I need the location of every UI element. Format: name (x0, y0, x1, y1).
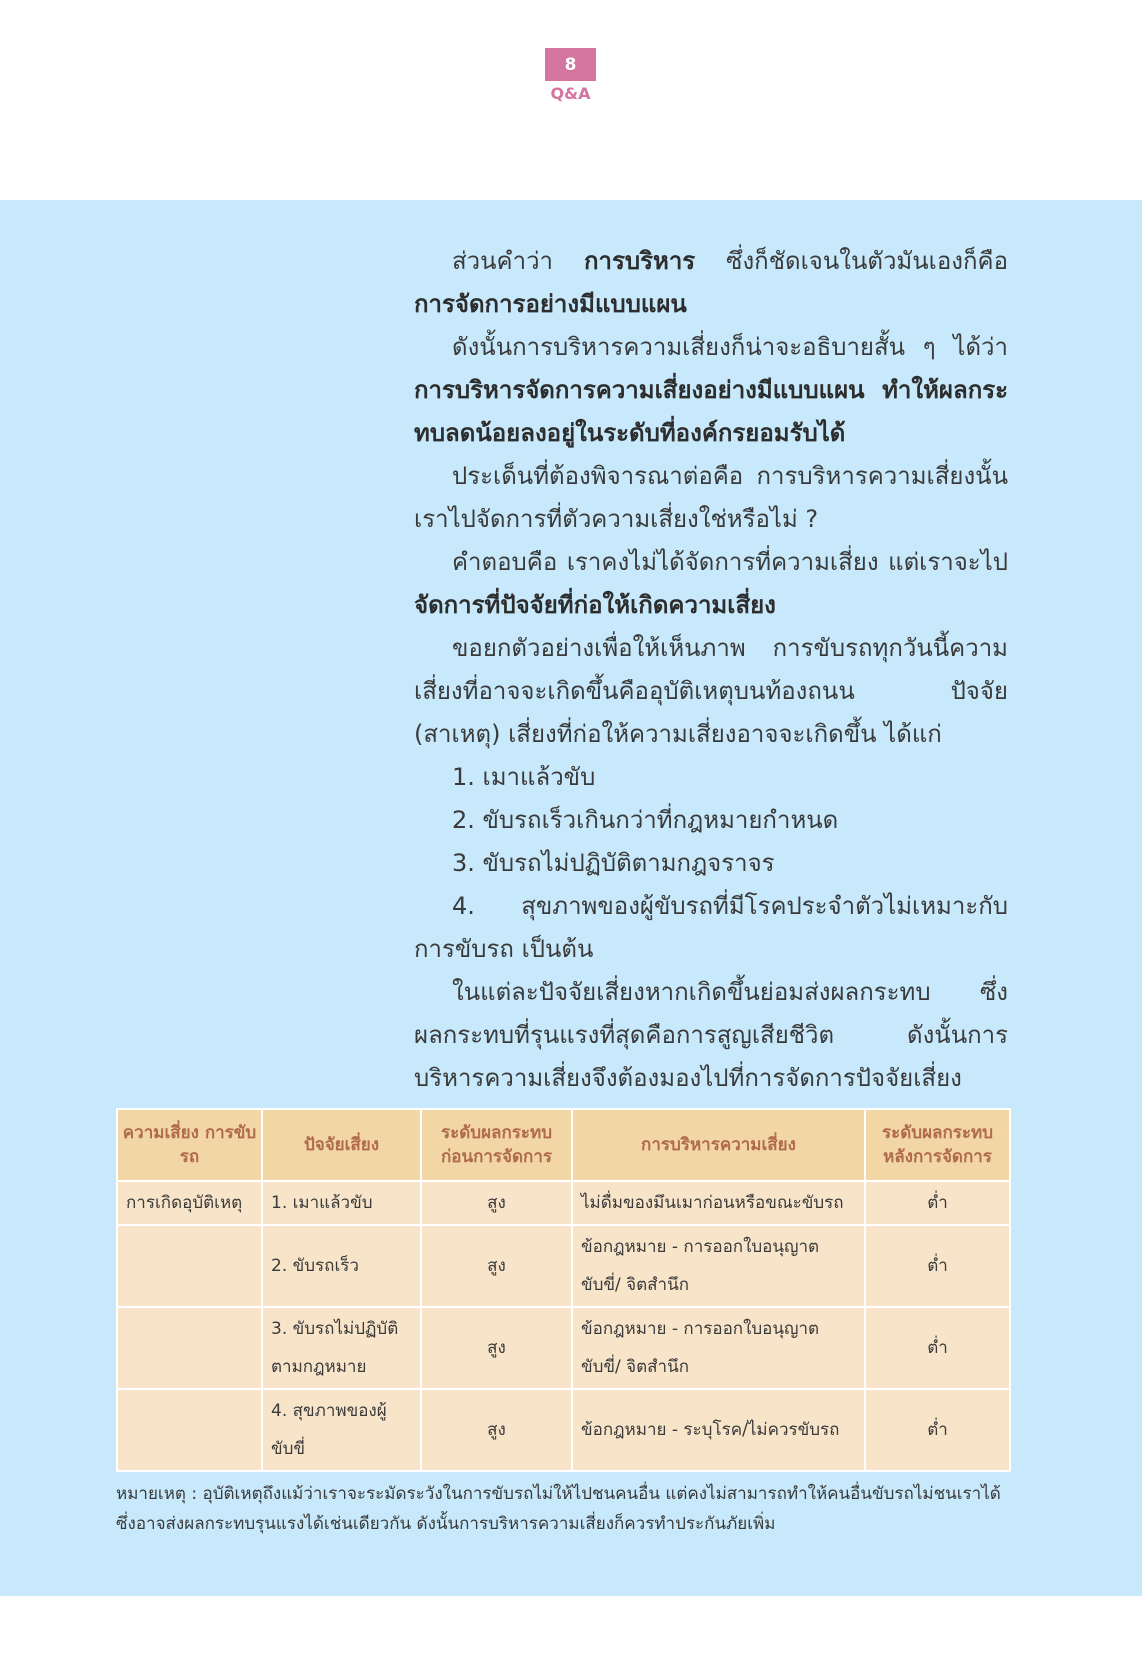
paragraph-3: ประเด็นที่ต้องพิจารณาต่อคือ การบริหารความเสี่ยงนั้นเราไปจัดการที่ตัวความเสี่ยงใช่หรือไม่ ? (414, 462, 1008, 533)
p1-bold-a: การบริหาร (583, 247, 696, 275)
cell-risk (117, 1307, 262, 1389)
cell-after: ต่ำ (865, 1389, 1010, 1471)
cell-management: ไม่ดื่มของมึนเมาก่อนหรือขณะขับรถ (572, 1181, 865, 1225)
table-row (117, 1389, 1010, 1471)
cell-factor: 1. เมาแล้วขับ (262, 1181, 421, 1225)
list-item-3: 3. ขับรถไม่ปฏิบัติตามกฎจราจร (452, 849, 775, 877)
header-impact-before: ระดับผลกระทบ ก่อนการจัดการ (421, 1109, 572, 1181)
footnote: หมายเหตุ : อุบัติเหตุถึงแม้ว่าเราจะระมัดระวังในการขับรถไม่ให้ไปชนคนอื่น แต่คงไม่สามารถทำให้คนอื่นขับรถไม่ชนเราได้ ซึ่งอาจส่งผลกระทบรุนแรงได้เช่นเดียวกัน ดังนั้นการบริหารความเสี่ยงก็ควรทำประกันภัยเพิ่ม (116, 1484, 1001, 1534)
table-header-row (117, 1109, 1010, 1181)
body-text (414, 240, 1008, 1100)
cell-management: ข้อกฎหมาย - การออกใบอนุญาตขับขี่/ จิตสำนึก (572, 1225, 865, 1307)
paragraph-4 (414, 541, 1008, 627)
header-impact-after: ระดับผลกระทบ หลังการจัดการ (865, 1109, 1010, 1181)
header-factor: ปัจจัยเสี่ยง (262, 1109, 421, 1181)
paragraph-5: ขอยกตัวอย่างเพื่อให้เห็นภาพ การขับรถทุกวันนี้ความเสี่ยงที่อาจจะเกิดขึ้นคืออุบัติเหตุบนท้องถนน ปัจจัย (สาเหตุ) เสี่ยงที่ก่อให้ความเสี่ยงอาจจะเกิดขึ้น ได้แก่ (414, 634, 1008, 748)
header-risk: ความเสี่ยง การขับรถ (117, 1109, 262, 1181)
page-number-badge: 8 (545, 48, 596, 81)
p4-bold-b: จัดการที่ปัจจัยที่ก่อให้เกิดความเสี่ยง (414, 591, 776, 619)
p4-text-a: คำตอบคือ เราคงไม่ได้จัดการที่ความเสี่ยง แต่เราจะไป (452, 548, 1008, 576)
table-row (117, 1181, 1010, 1225)
p1-text-c: ซึ่งก็ชัดเจนในตัวมันเองก็คือ (695, 247, 1008, 275)
paragraph-2 (414, 326, 1008, 455)
p2-text-a: ดังนั้นการบริหารความเสี่ยงก็น่าจะอธิบายสั้น ๆ ได้ว่า (452, 333, 1008, 361)
cell-before: สูง (421, 1389, 572, 1471)
cell-after: ต่ำ (865, 1307, 1010, 1389)
cell-management: ข้อกฎหมาย - ระบุโรค/ไม่ควรขับรถ (572, 1389, 865, 1471)
p1-text-a: ส่วนคำว่า (452, 247, 584, 275)
cell-risk (117, 1389, 262, 1471)
p1-bold-d: การจัดการอย่างมีแบบแผน (414, 290, 687, 318)
p2-bold-b: การบริหารจัดการความเสี่ยงอย่างมีแบบแผน ทำให้ผลกระทบลดน้อยลงอยู่ในระดับที่องค์กรยอมรับได้ (414, 376, 1008, 447)
cell-factor: 2. ขับรถเร็ว (262, 1225, 421, 1307)
paragraph-1 (414, 240, 1008, 326)
section-label: Q&A (550, 84, 591, 103)
cell-factor: 3. ขับรถไม่ปฏิบัติ ตามกฎหมาย (262, 1307, 421, 1389)
cell-before: สูง (421, 1225, 572, 1307)
cell-after: ต่ำ (865, 1181, 1010, 1225)
cell-before: สูง (421, 1181, 572, 1225)
list-item-2: 2. ขับรถเร็วเกินกว่าที่กฎหมายกำหนด (452, 806, 839, 834)
header-management: การบริหารความเสี่ยง (572, 1109, 865, 1181)
cell-factor: 4. สุขภาพของผู้ขับขี่ (262, 1389, 421, 1471)
table-row (117, 1225, 1010, 1307)
cell-risk: การเกิดอุบัติเหตุ (117, 1181, 262, 1225)
cell-risk (117, 1225, 262, 1307)
list-item-1: 1. เมาแล้วขับ (452, 763, 596, 791)
list-item-4: 4. สุขภาพของผู้ขับรถที่มีโรคประจำตัวไม่เหมาะกับการขับรถ เป็นต้น (414, 892, 1008, 963)
cell-before: สูง (421, 1307, 572, 1389)
cell-after: ต่ำ (865, 1225, 1010, 1307)
table-row (117, 1307, 1010, 1389)
cell-management: ข้อกฎหมาย - การออกใบอนุญาตขับขี่/ จิตสำนึก (572, 1307, 865, 1389)
risk-management-table (116, 1108, 1011, 1472)
paragraph-6: ในแต่ละปัจจัยเสี่ยงหากเกิดขึ้นย่อมส่งผลกระทบ ซึ่งผลกระทบที่รุนแรงที่สุดคือการสูญเสียชีวิต ดังนั้นการบริหารความเสี่ยงจึงต้องมองไปที่การจัดการปัจจัยเสี่ยง (414, 978, 1008, 1092)
